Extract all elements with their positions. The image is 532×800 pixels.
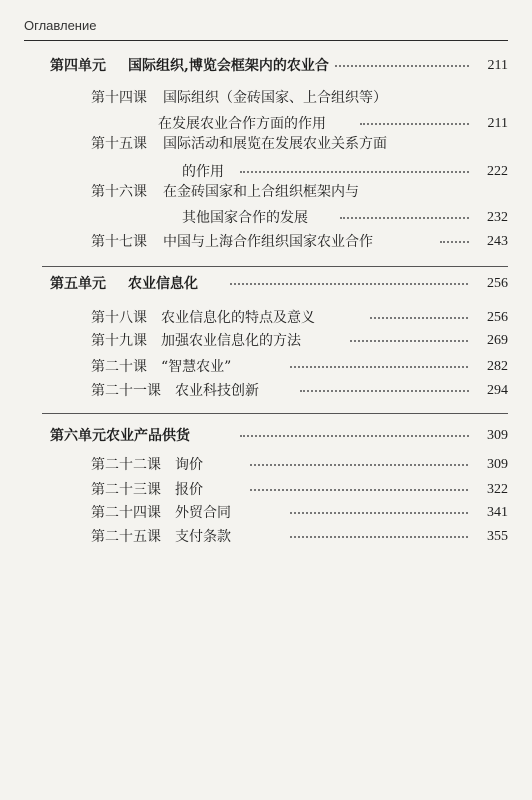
lesson-title: 询价 (175, 457, 203, 473)
lesson-label: 第二十一课 (91, 383, 161, 399)
toc-lesson-24[interactable] (0, 502, 532, 524)
unit-label: 第六单元 (50, 428, 106, 444)
section-divider (42, 413, 508, 414)
unit-label: 第四单元 (50, 58, 106, 74)
page-number: 256 (470, 273, 508, 295)
dot-leader (290, 512, 472, 514)
lesson-label: 第二十五课 (91, 529, 161, 545)
lesson-title-line2: 的作用 (182, 161, 228, 183)
page-number: 282 (470, 356, 508, 378)
section-divider (42, 266, 508, 267)
dot-leader (290, 536, 472, 538)
lesson-label: 第十九课 (91, 333, 147, 349)
page-header (24, 12, 508, 41)
unit-title: 国际组织,博览会框架内的农业合 (128, 58, 329, 74)
toc-lesson-23[interactable] (0, 479, 532, 501)
dot-leader (250, 464, 472, 466)
toc-unit-6[interactable] (0, 425, 532, 447)
lesson-label: 第二十课 (91, 359, 147, 375)
page-number: 222 (470, 161, 508, 183)
dot-leader (290, 366, 472, 368)
dot-leader (350, 340, 472, 342)
lesson-title-line1: 国际活动和展览在发展农业关系方面 (163, 136, 387, 152)
unit-label: 第五单元 (50, 276, 106, 292)
page-number: 256 (470, 307, 508, 329)
lesson-title: 支付条款 (175, 529, 231, 545)
toc-unit-4[interactable] (0, 55, 532, 77)
toc-lesson-19[interactable] (0, 330, 532, 352)
unit-title: 农业信息化 (128, 276, 198, 292)
page-number: 322 (470, 479, 508, 501)
dot-leader (240, 435, 472, 437)
lesson-title-line1: 在金砖国家和上合组织框架内与 (163, 184, 359, 200)
toc-lesson-16[interactable] (0, 181, 532, 229)
lesson-title: 农业信息化的特点及意义 (161, 310, 315, 326)
lesson-label: 第十八课 (91, 310, 147, 326)
toc-lesson-14[interactable] (0, 87, 532, 135)
lesson-title-line2: 在发展农业合作方面的作用 (158, 113, 330, 135)
page-number: 309 (470, 425, 508, 447)
lesson-label: 第二十二课 (91, 457, 161, 473)
lesson-title-line2: 其他国家合作的发展 (182, 207, 312, 229)
toc-lesson-20[interactable] (0, 356, 532, 378)
unit-title: 农业产品供货 (106, 428, 190, 444)
page-number: 269 (470, 330, 508, 352)
toc-lesson-17[interactable] (0, 231, 532, 253)
toc-lesson-18[interactable] (0, 307, 532, 329)
lesson-label: 第十六课 (91, 184, 147, 200)
lesson-title: 报价 (175, 482, 203, 498)
toc-lesson-15[interactable] (0, 133, 532, 183)
dot-leader (240, 171, 472, 173)
page-number: 211 (470, 113, 508, 135)
toc-lesson-22[interactable] (0, 454, 532, 476)
lesson-label: 第十五课 (91, 136, 147, 152)
page-number: 309 (470, 454, 508, 476)
page-number: 243 (470, 231, 508, 253)
lesson-title: “智慧农业” (161, 359, 232, 375)
dot-leader (360, 123, 472, 125)
toc-lesson-25[interactable] (0, 526, 532, 548)
lesson-label: 第二十三课 (91, 482, 161, 498)
lesson-title: 外贸合同 (175, 505, 231, 521)
page-number: 294 (470, 380, 508, 402)
toc-lesson-21[interactable] (0, 380, 532, 402)
lesson-label: 第十七课 (91, 234, 147, 250)
page-number: 355 (470, 526, 508, 548)
lesson-label: 第十四课 (91, 90, 147, 106)
lesson-title-line1: 国际组织（金砖国家、上合组织等） (163, 90, 387, 106)
lesson-title: 加强农业信息化的方法 (161, 333, 301, 349)
lesson-label: 第二十四课 (91, 505, 161, 521)
page-number: 232 (470, 207, 508, 229)
dot-leader (340, 217, 472, 219)
lesson-title-line1: 中国与上海合作组织国家农业合作 (163, 234, 373, 250)
dot-leader (230, 283, 472, 285)
dot-leader (300, 390, 472, 392)
header-title: Оглавление (24, 18, 97, 33)
lesson-title: 农业科技创新 (175, 383, 259, 399)
dot-leader (440, 241, 472, 243)
dot-leader (370, 317, 472, 319)
toc-unit-5[interactable] (0, 273, 532, 295)
page-number: 341 (470, 502, 508, 524)
page-number: 211 (470, 55, 508, 77)
dot-leader (250, 489, 472, 491)
